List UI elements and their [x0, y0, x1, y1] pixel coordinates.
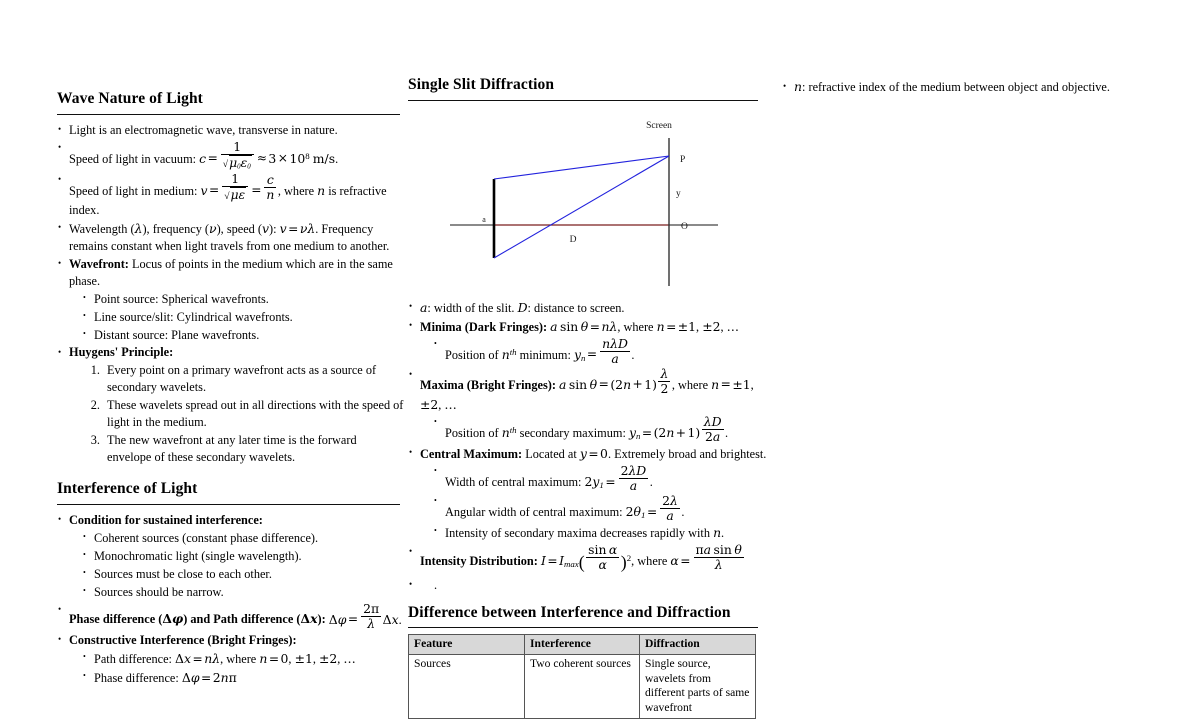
list-item	[103, 432, 404, 466]
list-huygens-steps	[69, 362, 404, 466]
table-header-interference: Interference	[525, 635, 640, 655]
list-single-slit	[408, 299, 776, 594]
list-item	[57, 122, 404, 139]
label-maxima: Maxima (Bright Fringes):	[420, 377, 556, 392]
ray-lower-edge-to-P	[494, 156, 669, 258]
list-item: • n: refractive index of the medium between object and objective.	[782, 78, 1181, 96]
list-item: • Path difference: Δx = nλ, where n = 0, ±1, ±2, …	[83, 650, 404, 668]
list-maxima-sub	[420, 415, 776, 444]
list-item-condition	[57, 512, 404, 601]
table-header-feature: Feature	[409, 635, 525, 655]
list-minima-sub	[420, 337, 776, 366]
list-wave-nature	[57, 122, 404, 467]
label-distance-y: y	[676, 188, 681, 199]
bullet-text: Monochromatic light (single wavelength).	[94, 548, 302, 563]
label-slit-width-a: a	[482, 214, 486, 224]
trailing-period	[408, 577, 776, 594]
list-interference	[57, 512, 404, 687]
list-central-sub	[420, 464, 776, 542]
list-wavefront-types	[69, 291, 404, 344]
list-item-minima: • Minima (Dark Fringes): a sin θ = nλ, where n = ±1, ±2, … • Position of $n^{th}$ minimum: $y_n$ = $\frac{\text{nλD}}{a}$ .	[408, 318, 776, 366]
label-screen: Screen	[646, 120, 672, 131]
section-rule-wave-nature	[57, 114, 400, 115]
column-left	[0, 0, 404, 688]
top-spacer-middle	[408, 0, 776, 76]
single-slit-diagram	[408, 108, 764, 293]
trailing-dot-text: .	[434, 577, 438, 592]
list-item: • Speed of light in vacuum: c = $\frac{1}{√\mu_0\varepsilon_0}$ ≈ $3 \times 10^8$ m/s.	[57, 140, 404, 171]
table-row	[409, 654, 756, 718]
label-distance-D: D	[569, 234, 577, 245]
list-item	[83, 584, 404, 601]
bullet-text: Light is an electromagnetic wave, transverse in nature.	[69, 122, 338, 137]
list-item-phase-path: • Phase difference (Δφ) and Path difference (Δx): Δφ = $\frac{2\pi}{\lambda}$ Δx.	[57, 602, 404, 631]
label-intensity-distribution: Intensity Distribution:	[420, 553, 538, 568]
bullet-text: Distant source: Plane wavefronts.	[94, 327, 260, 342]
ray-upper-edge-to-P	[494, 156, 669, 179]
table-header-row	[409, 635, 756, 655]
list-item-wavefront: • Wavefront: Locus of points in the medium which are in the same phase. • Point source: Spherical wavefronts. • Line source/slit: Cylindrical wavefronts. • Distant source: Plane wavefronts.	[57, 256, 404, 344]
interference-diffraction-table	[408, 634, 756, 719]
list-item-constructive	[57, 632, 404, 687]
label-wavefront: Wavefront:	[69, 256, 129, 271]
bullet-text: Sources should be narrow.	[94, 584, 224, 599]
list-item-maxima: • Maxima (Bright Fringes): a sin θ = (2n + 1) $\frac{\lambda}{2}$ , where n = ±1, ±2, … • Position of $n^{th}$ secondary maximum: $y_n = (2n + 1)$ $\frac{\lambda D}{2a}$ .	[408, 367, 776, 444]
list-item	[83, 548, 404, 565]
list-item: • Width of central maximum: $2y_1$ = $\frac{2\lambda D}{a}$ .	[434, 464, 776, 493]
step-text: These wavelets spread out in all directions with the speed of light in the medium.	[107, 398, 404, 430]
list-item: • Position of $n^{th}$ secondary maximum: $y_n = (2n + 1)$ $\frac{\lambda D}{2a}$ .	[434, 415, 776, 444]
label-point-P: P	[680, 154, 686, 165]
label-condition-sustained: Condition for sustained interference:	[69, 512, 263, 527]
section-title-wave-nature: Wave Nature of Light	[57, 90, 203, 107]
bullet-text: Point source: Spherical wavefronts.	[94, 291, 269, 306]
table-header-diffraction: Diffraction	[640, 635, 756, 655]
list-item-huygens	[57, 344, 404, 466]
list-item	[83, 530, 404, 547]
list-item: • Angular width of central maximum: $2\theta_1$ = $\frac{2\lambda}{a}$ .	[434, 494, 776, 523]
list-item: • Speed of light in medium: v = $\frac{1}{√\mu\varepsilon}$ = $\frac{c}{n}$ , where n is refractive index.	[57, 172, 404, 219]
list-item: • Position of $n^{th}$ minimum: $y_n$ = $\frac{\text{nλD}}{a}$ .	[434, 337, 776, 366]
list-item-central-maximum: • Central Maximum: Located at y = 0. Extremely broad and brightest. • Width of central maximum: $2y_1$ = $\frac{2\lambda D}{a}$ . • Angular width of central maximum: $2\theta_1$ = $\frac{2\lambda}{a}$ . • Intensity of secondary maxima decreases rapidly with n.	[408, 445, 776, 542]
step-text: The new wavefront at any later time is the forward envelope of these secondary wavelets.	[107, 433, 357, 465]
top-spacer-right	[782, 0, 1181, 78]
list-item-definitions: • a: width of the slit. D: distance to screen.	[408, 299, 776, 317]
table-cell-feature: Sources	[409, 654, 525, 718]
list-constructive-sub	[69, 650, 404, 687]
bullet-text: Coherent sources (constant phase difference).	[94, 530, 319, 545]
list-conditions	[69, 530, 404, 601]
bullet-text: Line source/slit: Cylindrical wavefronts.	[94, 309, 293, 324]
section-title-difference-table: Difference between Interference and Diffraction	[408, 603, 731, 621]
column-right	[776, 0, 1191, 97]
label-constructive-interference: Constructive Interference (Bright Fringes):	[69, 632, 297, 647]
section-rule-single-slit	[408, 100, 758, 101]
list-item: • Wavelength (λ), frequency (ν), speed (v): v = νλ. Frequency remains constant when light travels from one medium to another.	[57, 220, 404, 255]
list-item	[103, 362, 404, 396]
label-huygens-principle: Huygens' Principle:	[69, 345, 174, 360]
label-point-O: O	[681, 221, 688, 232]
section-title-interference: Interference of Light	[57, 480, 198, 498]
list-item	[83, 566, 404, 583]
list-item-intensity: • Intensity Distribution: $I = I_{max}$( $\frac{\text{sin α}}{\alpha}$ )$^2$, where α = $\frac{\text{πa sin θ}}{\lambda}$	[408, 543, 776, 575]
label-central-maximum: Central Maximum:	[420, 446, 523, 461]
column-middle	[404, 0, 776, 719]
list-item: • Phase difference: Δφ = 2nπ	[83, 669, 404, 687]
list-item	[83, 291, 404, 308]
list-item	[83, 327, 404, 344]
bullet-text: Sources must be close to each other.	[94, 566, 272, 581]
top-spacer-left	[57, 0, 404, 90]
label-minima: Minima (Dark Fringes):	[420, 319, 548, 334]
section-title-single-slit: Single Slit Diffraction	[408, 76, 555, 93]
table-cell-interference: Two coherent sources	[525, 654, 640, 718]
section-rule-difference-table	[408, 627, 758, 628]
label-phase-path-difference: Phase difference (Δφ) and Path difference (Δx):	[69, 611, 326, 627]
list-item: • Intensity of secondary maxima decreases rapidly with n.	[434, 524, 776, 542]
list-right-column	[782, 78, 1181, 96]
section-rule-interference	[57, 504, 400, 505]
list-item	[83, 309, 404, 326]
list-item	[103, 397, 404, 431]
table-cell-diffraction: Single source, wavelets from different parts of same wavefront	[640, 654, 756, 718]
step-text: Every point on a primary wavefront acts as a source of secondary wavelets.	[107, 363, 377, 395]
